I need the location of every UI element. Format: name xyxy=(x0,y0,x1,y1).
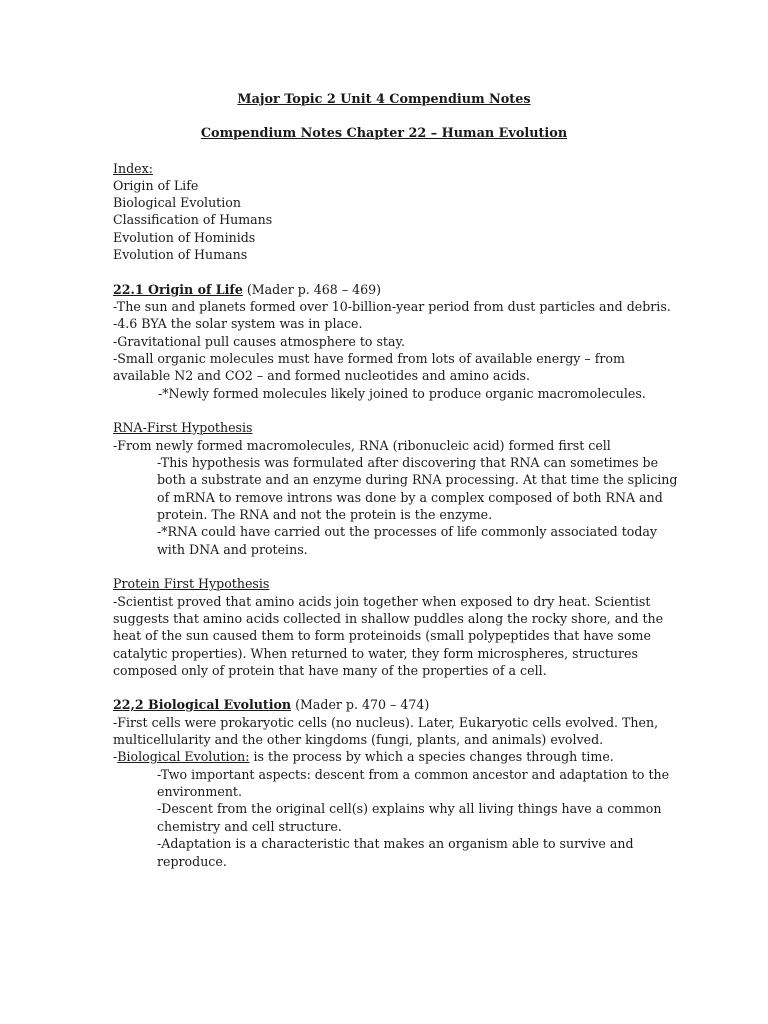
section-heading-biological-evolution xyxy=(113,696,429,713)
text-line-indented: -*RNA could have carried out the processes of life commonly associated today xyxy=(157,524,658,539)
text-line: heat of the sun caused them to form proteinoids (small polypeptides that have some xyxy=(113,628,651,643)
text-line-indented: reproduce. xyxy=(157,854,227,869)
text-line-indented: both a substrate and an enzyme during RNA processing. At that time the splicing xyxy=(157,472,678,487)
text-line: multicellularity and the other kingdoms (fungi, plants, and animals) evolved. xyxy=(113,732,604,747)
text-line-indented: with DNA and proteins. xyxy=(157,542,308,557)
definition-text: is the process by which a species changes through time. xyxy=(249,749,614,764)
text-line-indented: chemistry and cell structure. xyxy=(157,819,342,834)
subheading-protein-first: Protein First Hypothesis xyxy=(113,576,270,591)
section-title: 22.1 Origin of Life xyxy=(113,282,243,297)
index-item: Evolution of Hominids xyxy=(113,230,256,245)
text-line: -First cells were prokaryotic cells (no nucleus). Later, Eukaryotic cells evolved. Then, xyxy=(113,715,659,730)
text-line: available N2 and CO2 – and formed nucleotides and amino acids. xyxy=(113,368,531,383)
definition-term: Biological Evolution: xyxy=(117,749,250,764)
text-line-indented: -Two important aspects: descent from a common ancestor and adaptation to the xyxy=(157,767,670,782)
definition-line xyxy=(113,748,614,765)
text-line-indented: -*Newly formed molecules likely joined to produce organic macromolecules. xyxy=(158,386,646,401)
text-line: -Gravitational pull causes atmosphere to stay. xyxy=(113,334,405,349)
subheading-rna-first: RNA-First Hypothesis xyxy=(113,420,253,435)
document-title: Major Topic 2 Unit 4 Compendium Notes xyxy=(237,92,531,107)
section-reference: (Mader p. 468 – 469) xyxy=(242,282,382,297)
text-line: suggests that amino acids collected in shallow puddles along the rocky shore, and the xyxy=(113,611,664,626)
text-line: -Scientist proved that amino acids join together when exposed to dry heat. Scientist xyxy=(113,594,651,609)
text-line-indented: -Descent from the original cell(s) explains why all living things have a common xyxy=(157,801,662,816)
text-line-indented: protein. The RNA and not the protein is the enzyme. xyxy=(157,507,493,522)
text-line: catalytic properties). When returned to water, they form microspheres, structures xyxy=(113,646,638,661)
section-reference: (Mader p. 470 – 474) xyxy=(291,697,430,712)
definition-bullet: - xyxy=(113,749,118,764)
index-item: Classification of Humans xyxy=(113,212,273,227)
index-item: Origin of Life xyxy=(113,178,199,193)
text-line: -4.6 BYA the solar system was in place. xyxy=(113,316,363,331)
text-line: -Small organic molecules must have formed from lots of available energy – from xyxy=(113,351,625,366)
text-line-indented: environment. xyxy=(157,784,242,799)
text-line-indented: -This hypothesis was formulated after discovering that RNA can sometimes be xyxy=(157,455,659,470)
text-line: composed only of protein that have many of the properties of a cell. xyxy=(113,663,547,678)
section-heading-origin-of-life xyxy=(113,281,381,298)
index-item: Evolution of Humans xyxy=(113,247,248,262)
document-subtitle: Compendium Notes Chapter 22 – Human Evolution xyxy=(200,126,568,141)
text-line-indented: -Adaptation is a characteristic that makes an organism able to survive and xyxy=(157,836,634,851)
index-heading: Index: xyxy=(113,161,153,176)
index-item: Biological Evolution xyxy=(113,195,241,210)
text-line-indented: of mRNA to remove introns was done by a complex composed of both RNA and xyxy=(157,490,663,505)
section-title: 22,2 Biological Evolution xyxy=(113,697,292,712)
text-line: -The sun and planets formed over 10-billion-year period from dust particles and debris. xyxy=(113,299,671,314)
text-line: -From newly formed macromolecules, RNA (ribonucleic acid) formed first cell xyxy=(113,438,611,453)
